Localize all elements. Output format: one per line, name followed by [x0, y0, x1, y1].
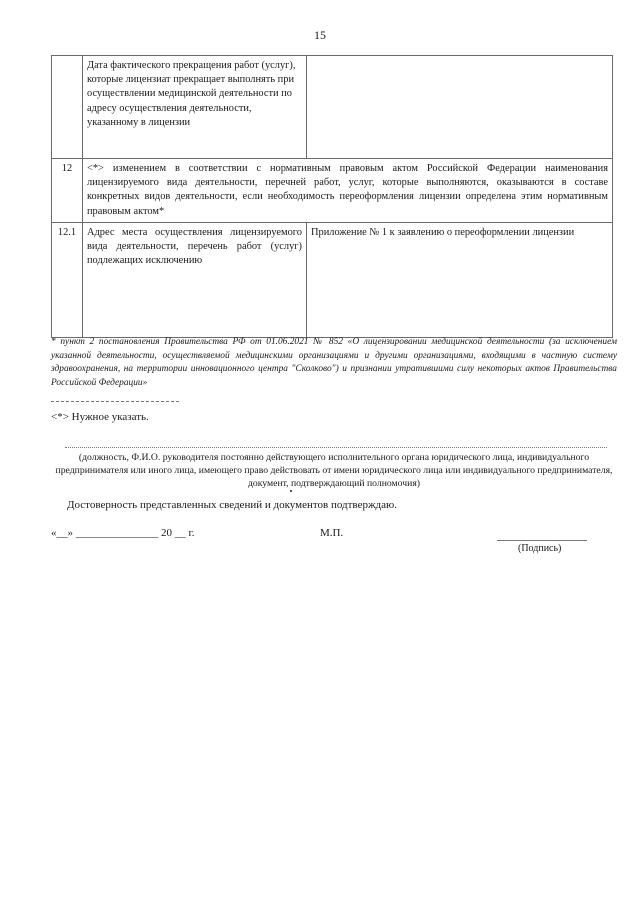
table-row [52, 56, 613, 159]
row-number: 12 [52, 159, 83, 223]
footnote-divider [51, 401, 179, 402]
signatory-line[interactable] [65, 447, 607, 448]
application-table [51, 55, 613, 338]
confirmation-text: Достоверность представленных сведений и документов подтверждаю. [67, 499, 397, 511]
footnote: * пункт 2 постановления Правительства РФ от 01.06.2021 № 852 «О лицензировании медицинской деятельности (за исключением указанной деятельности, осуществляемой медицинскими организациями и другими организациями, входящими в частную систему здравоохранения, на территории инновационного центра "Сколково") и признании утратившими силу некоторых актов Правительства Российской Федерации» [51, 337, 617, 388]
signature-line[interactable] [497, 540, 587, 541]
stamp-label: М.П. [320, 527, 344, 539]
table-row [52, 222, 613, 337]
required-note: <*> Нужное указать. [51, 411, 149, 423]
page-number: 15 [314, 28, 326, 42]
row-number: 12.1 [52, 222, 83, 337]
table-row [52, 159, 613, 223]
row-number [52, 56, 83, 159]
row-description: Адрес места осуществления лицензируемого вида деятельности, перечень работ (услуг) подлежащих исключению [83, 222, 307, 337]
row-text: <*> изменением в соответствии с нормативным правовым актом Российской Федерации наименования лицензируемого вида деятельности, перечней работ, услуг, которые выполняются, оказываются в составе конкретных видов деятельности, если необходимость переоформления лицензии определена этим нормативным правовым актом* [83, 159, 613, 223]
signatory-caption: (должность, Ф.И.О. руководителя постоянно действующего исполнительного органа юридического лица, индивидуального предпринимателя или иного лица, имеющего право действовать от имени юридического лица или индивидуального предпринимателя, документ, подтверждающий полномочия) [55, 452, 613, 490]
ink-mark [290, 490, 292, 492]
date-field[interactable]: «__» _______________ 20 __ г. [51, 527, 195, 539]
row-value[interactable]: Приложение № 1 к заявлению о переоформлении лицензии [307, 222, 613, 337]
signature-label: (Подпись) [518, 543, 562, 554]
row-value[interactable] [307, 56, 613, 159]
row-description: Дата фактического прекращения работ (услуг), которые лицензиат прекращает выполнять при осуществлении медицинской деятельности по адресу осуществления деятельности, указанному в лицензии [83, 56, 307, 159]
